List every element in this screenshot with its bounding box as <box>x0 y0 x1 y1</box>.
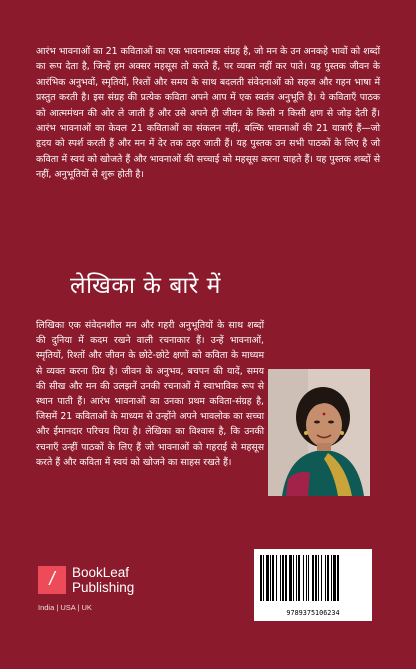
publisher-regions: India | USA | UK <box>38 603 92 612</box>
publisher-name-line2: Publishing <box>72 580 135 595</box>
booklead-slash-logo-icon <box>38 566 66 594</box>
book-blurb: आरंभ भावनाओं का 21 कविताओं का एक भावनात्मक संग्रह है, जो मन के उन अनकहे भावों को शब्दों का रूप देता है, जिन्हें हम अक्सर महसूस तो करते हैं, पर व्यक्त नहीं कर पाते। यह पुस्तक जीवन के आरंभिक अनुभवों, स्मृतियों, रिश्तों और समय के साथ बदलती संवेदनाओं को सहज और गहन भाषा में प्रस्तुत करती है। इस संग्रह की प्रत्येक कविता अपने आप में एक स्वतंत्र अनुभूति है। ये कविताएँ पाठक को आत्ममंथन की ओर ले जाती हैं और उसे अपने ही जीवन के किसी न किसी क्षण से जोड़ देती हैं। आरंभ भावनाओं का केवल 21 कविताओं का संकलन नहीं, बल्कि भावनाओं की 21 यात्राएँ हैं—जो हृदय को स्पर्श करती हैं और मन में देर तक ठहर जाती हैं। यह पुस्तक उन सभी पाठकों के लिए है जो कविता में स्वयं को खोजते हैं और भावनाओं की सच्चाई को महसूस करना चाहते हैं। यह पुस्तक शब्दों से नहीं, अनुभूतियों से शुरू होती है। <box>36 46 380 181</box>
isbn-number: 9789375106234 <box>286 609 340 617</box>
author-portrait-icon <box>268 369 370 496</box>
publisher-name <box>72 565 134 595</box>
author-photo <box>268 369 370 496</box>
publisher-logo <box>38 565 134 595</box>
isbn-barcode <box>254 549 372 621</box>
logo-glyph: / <box>49 569 55 590</box>
author-bio: लिखिका एक संवेदनशील मन और गहरी अनुभूतियों के साथ शब्दों की दुनिया में कदम रखने वाली रचनाकार हैं। उन्हें भावनाओं, स्मृतियों, रिश्तों और जीवन के छोटे-छोटे क्षणों को कविता के माध्यम से व्यक्त करना प्रिय है। जीवन के अनुभव, बचपन की यादें, समय की सीख और मन की उलझनें उनकी रचनाओं में स्वाभाविक रूप से स्थान पाती हैं। आरंभ भावनाओं का उनका प्रथम कविता-संग्रह है, जिसमें 21 कविताओं के माध्यम से उन्होंने अपने भावलोक का सच्चा और ईमानदार परिचय दिया है। लेखिका का विश्वास है, कि उनकी रचनाएँ उन्हीं पाठकों के लिए हैं जो भावनाओं को गहराई से महसूस करते हैं और कविता में स्वयं को खोजने का साहस रखते हैं। <box>36 320 264 468</box>
barcode-icon <box>254 549 372 607</box>
about-author-heading: लेखिका के बारे में <box>70 273 221 299</box>
publisher-name-line1: BookLeaf <box>72 565 130 580</box>
